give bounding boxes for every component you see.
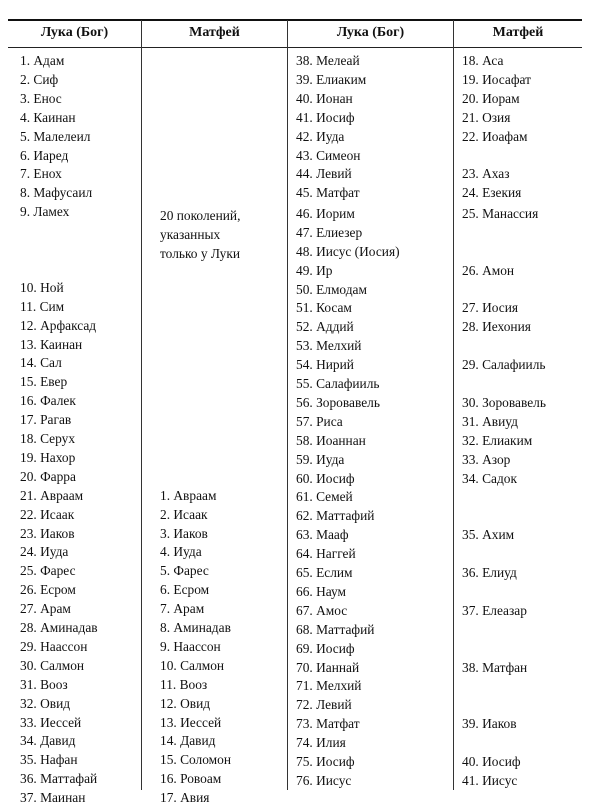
luke-left-entry: 18. Серух xyxy=(20,431,76,446)
luke-right-entry: 39. Елиаким xyxy=(296,71,367,87)
luke-left-entry: 9. Ламех xyxy=(20,204,70,220)
luke-right-entry: 56. Зоровавель xyxy=(296,394,380,410)
luke-left-entry: 30. Салмон xyxy=(20,657,85,673)
luke-right-entry: 50. Елмодам xyxy=(296,281,367,297)
luke-right-entry: 45. Матфат xyxy=(296,185,360,201)
luke-right-entry: 75. Иосиф xyxy=(296,754,355,769)
matthew-left-entry: 8. Аминадав xyxy=(160,620,231,635)
matthew-left-entry: 16. Ровоам xyxy=(160,771,222,787)
matthew-right-entry: 18. Аса xyxy=(462,53,504,68)
luke-left-entry: 29. Наассон xyxy=(20,638,88,654)
luke-right-entry: 62. Маттафий xyxy=(296,508,375,524)
luke-right-entry: 53. Мелхий xyxy=(296,338,362,354)
luke-left-entry: 12. Арфаксад xyxy=(20,317,97,333)
luke-left-entry: 7. Енох xyxy=(20,166,62,182)
luke-right-entry: 72. Левий xyxy=(296,697,352,713)
luke-right-entry: 65. Еслим xyxy=(296,565,353,580)
matthew-right-entry: 33. Азор xyxy=(462,451,511,467)
matthew-right-entry: 26. Амон xyxy=(462,262,515,278)
luke-left-entry: 11. Сим xyxy=(20,298,65,314)
luke-left-entry: 4. Каинан xyxy=(20,109,76,125)
table-header-rule xyxy=(8,47,582,48)
matthew-left-entry: 4. Иуда xyxy=(160,544,202,560)
luke-right-entry: 74. Илия xyxy=(296,735,346,751)
luke-left-entry: 10. Ной xyxy=(20,279,64,295)
matthew-right-entry: 27. Иосия xyxy=(462,300,519,316)
matthew-left-entry: 10. Салмон xyxy=(160,657,225,673)
luke-right-entry: 42. Иуда xyxy=(296,128,345,144)
table-top-rule xyxy=(8,19,582,21)
luke-left-entry: 14. Сал xyxy=(20,355,62,371)
luke-right-entry: 51. Косам xyxy=(296,300,352,316)
luke-left-entry: 19. Нахор xyxy=(20,449,76,465)
luke-left-entry: 13. Каинан xyxy=(20,336,83,352)
luke-right-entry: 69. Иосиф xyxy=(296,640,355,656)
matthew-right-entry: 22. Иоафам xyxy=(462,128,528,144)
matthew-left-entry: 14. Давид xyxy=(160,733,216,749)
luke-right-entry: 41. Иосиф xyxy=(296,109,355,125)
header-luke-left: Лука (Бог) xyxy=(40,25,109,40)
matthew-left-entry: 5. Фарес xyxy=(160,563,209,579)
matthew-right-entry: 23. Ахаз xyxy=(462,166,510,182)
luke-left-entry: 36. Маттафай xyxy=(20,771,98,787)
matthew-left-entry: 15. Соломон xyxy=(160,752,231,768)
note-line: 20 поколений, xyxy=(160,208,241,223)
matthew-left-entry: 7. Арам xyxy=(160,601,205,617)
luke-right-entry: 64. Наггей xyxy=(296,546,356,562)
luke-left-entry: 3. Енос xyxy=(20,90,62,106)
matthew-right-entry: 32. Елиаким xyxy=(462,432,533,448)
luke-right-entry: 71. Мелхий xyxy=(296,678,362,694)
luke-right-entry: 70. Ианнай xyxy=(296,659,360,675)
matthew-left-entry: 1. Авраам xyxy=(160,487,217,503)
luke-right-entry: 73. Матфат xyxy=(296,716,360,732)
luke-right-entry: 48. Иисус (Иосия) xyxy=(296,243,400,259)
luke-right-entry: 60. Иосиф xyxy=(296,470,355,486)
luke-right-entry: 38. Мелеай xyxy=(296,53,360,68)
luke-left-entry: 22. Исаак xyxy=(20,506,75,522)
note-luke-only-generations xyxy=(160,206,240,263)
matthew-right-entry: 28. Иехония xyxy=(462,319,531,335)
luke-right-entry: 54. Нирий xyxy=(296,357,354,373)
luke-left-entry: 28. Аминадав xyxy=(20,620,98,635)
luke-right-entry: 49. Ир xyxy=(296,262,333,278)
luke-left-entry: 16. Фалек xyxy=(20,393,76,409)
matthew-right-entry: 21. Озия xyxy=(462,109,511,125)
luke-right-entry: 58. Иоаннан xyxy=(296,432,366,448)
luke-right-entry: 61. Семей xyxy=(296,489,353,505)
luke-right-entry: 43. Симеон xyxy=(296,147,361,163)
luke-right-entry: 68. Маттафий xyxy=(296,621,375,637)
matthew-left-entry: 9. Наассон xyxy=(160,638,221,654)
luke-left-entry: 17. Рагав xyxy=(20,412,72,428)
luke-left-entry: 5. Малелеил xyxy=(20,128,91,144)
luke-left-entry: 24. Иуда xyxy=(20,544,69,560)
column-divider xyxy=(453,20,454,790)
matthew-right-entry: 19. Иосафат xyxy=(462,71,531,87)
matthew-right-entry: 34. Садок xyxy=(462,470,517,486)
header-luke-right: Лука (Бог) xyxy=(336,25,405,40)
note-line: только у Луки xyxy=(160,246,241,261)
luke-right-entry: 63. Мааф xyxy=(296,527,349,543)
luke-left-entry: 26. Есром xyxy=(20,582,76,598)
matthew-left-entry: 2. Исаак xyxy=(160,506,208,522)
matthew-right-entry: 41. Иисус xyxy=(462,772,518,788)
luke-left-entry: 37. Маинан xyxy=(20,790,86,806)
matthew-left-entry: 13. Иессей xyxy=(160,714,222,730)
matthew-left-entry: 12. Овид xyxy=(160,695,211,711)
luke-left-entry: 21. Авраам xyxy=(20,487,84,503)
matthew-right-entry: 36. Елиуд xyxy=(462,565,517,580)
luke-right-entry: 46. Иорим xyxy=(296,205,355,221)
matthew-left-entry: 17. Авия xyxy=(160,790,210,806)
matthew-right-entry: 37. Елеазар xyxy=(462,602,527,618)
luke-left-entry: 32. Овид xyxy=(20,695,71,711)
matthew-left-entry: 6. Есром xyxy=(160,582,210,598)
matthew-left-entry: 3. Иаков xyxy=(160,525,208,541)
luke-left-entry: 6. Иаред xyxy=(20,147,69,163)
luke-left-entry: 2. Сиф xyxy=(20,71,59,87)
matthew-right-entry: 30. Зоровавель xyxy=(462,394,546,410)
luke-left-entry: 34. Давид xyxy=(20,733,76,749)
luke-left-entry: 15. Евер xyxy=(20,374,68,390)
matthew-right-entry: 29. Салафииль xyxy=(462,357,546,373)
column-divider xyxy=(141,20,142,790)
luke-right-entry: 47. Елиезер xyxy=(296,224,363,240)
header-matthew-left: Матфей xyxy=(189,25,240,40)
luke-right-entry: 55. Салафииль xyxy=(296,376,380,391)
matthew-right-entry: 24. Езекия xyxy=(462,185,522,201)
matthew-right-entry: 31. Авиуд xyxy=(462,413,518,429)
luke-right-entry: 59. Иуда xyxy=(296,451,345,467)
matthew-right-entry: 35. Ахим xyxy=(462,527,515,543)
luke-right-entry: 44. Левий xyxy=(296,166,352,182)
luke-left-entry: 8. Мафусаил xyxy=(20,185,93,201)
luke-left-entry: 25. Фарес xyxy=(20,563,76,579)
luke-left-entry: 20. Фарра xyxy=(20,468,76,484)
luke-left-entry: 23. Иаков xyxy=(20,525,75,541)
luke-right-entry: 40. Ионан xyxy=(296,90,353,106)
matthew-right-entry: 38. Матфан xyxy=(462,659,528,675)
luke-left-entry: 1. Адам xyxy=(20,53,65,68)
matthew-right-entry: 40. Иосиф xyxy=(462,754,521,769)
luke-left-entry: 27. Арам xyxy=(20,601,71,617)
luke-right-entry: 67. Амос xyxy=(296,602,348,618)
luke-right-entry: 66. Наум xyxy=(296,583,347,599)
luke-left-entry: 31. Вооз xyxy=(20,676,68,692)
matthew-left-entry: 11. Вооз xyxy=(160,676,208,692)
matthew-right-entry: 20. Иорам xyxy=(462,90,520,106)
column-divider xyxy=(287,20,288,790)
header-matthew-right: Матфей xyxy=(492,25,544,40)
luke-right-entry: 52. Аддий xyxy=(296,319,354,335)
luke-left-entry: 35. Нафан xyxy=(20,752,78,768)
luke-left-entry: 33. Иессей xyxy=(20,714,82,730)
luke-right-entry: 76. Иисус xyxy=(296,772,352,788)
matthew-right-entry: 25. Манассия xyxy=(462,205,539,221)
matthew-right-entry: 39. Иаков xyxy=(462,716,517,732)
luke-right-entry: 57. Риса xyxy=(296,413,343,429)
note-line: указанных xyxy=(160,227,221,242)
